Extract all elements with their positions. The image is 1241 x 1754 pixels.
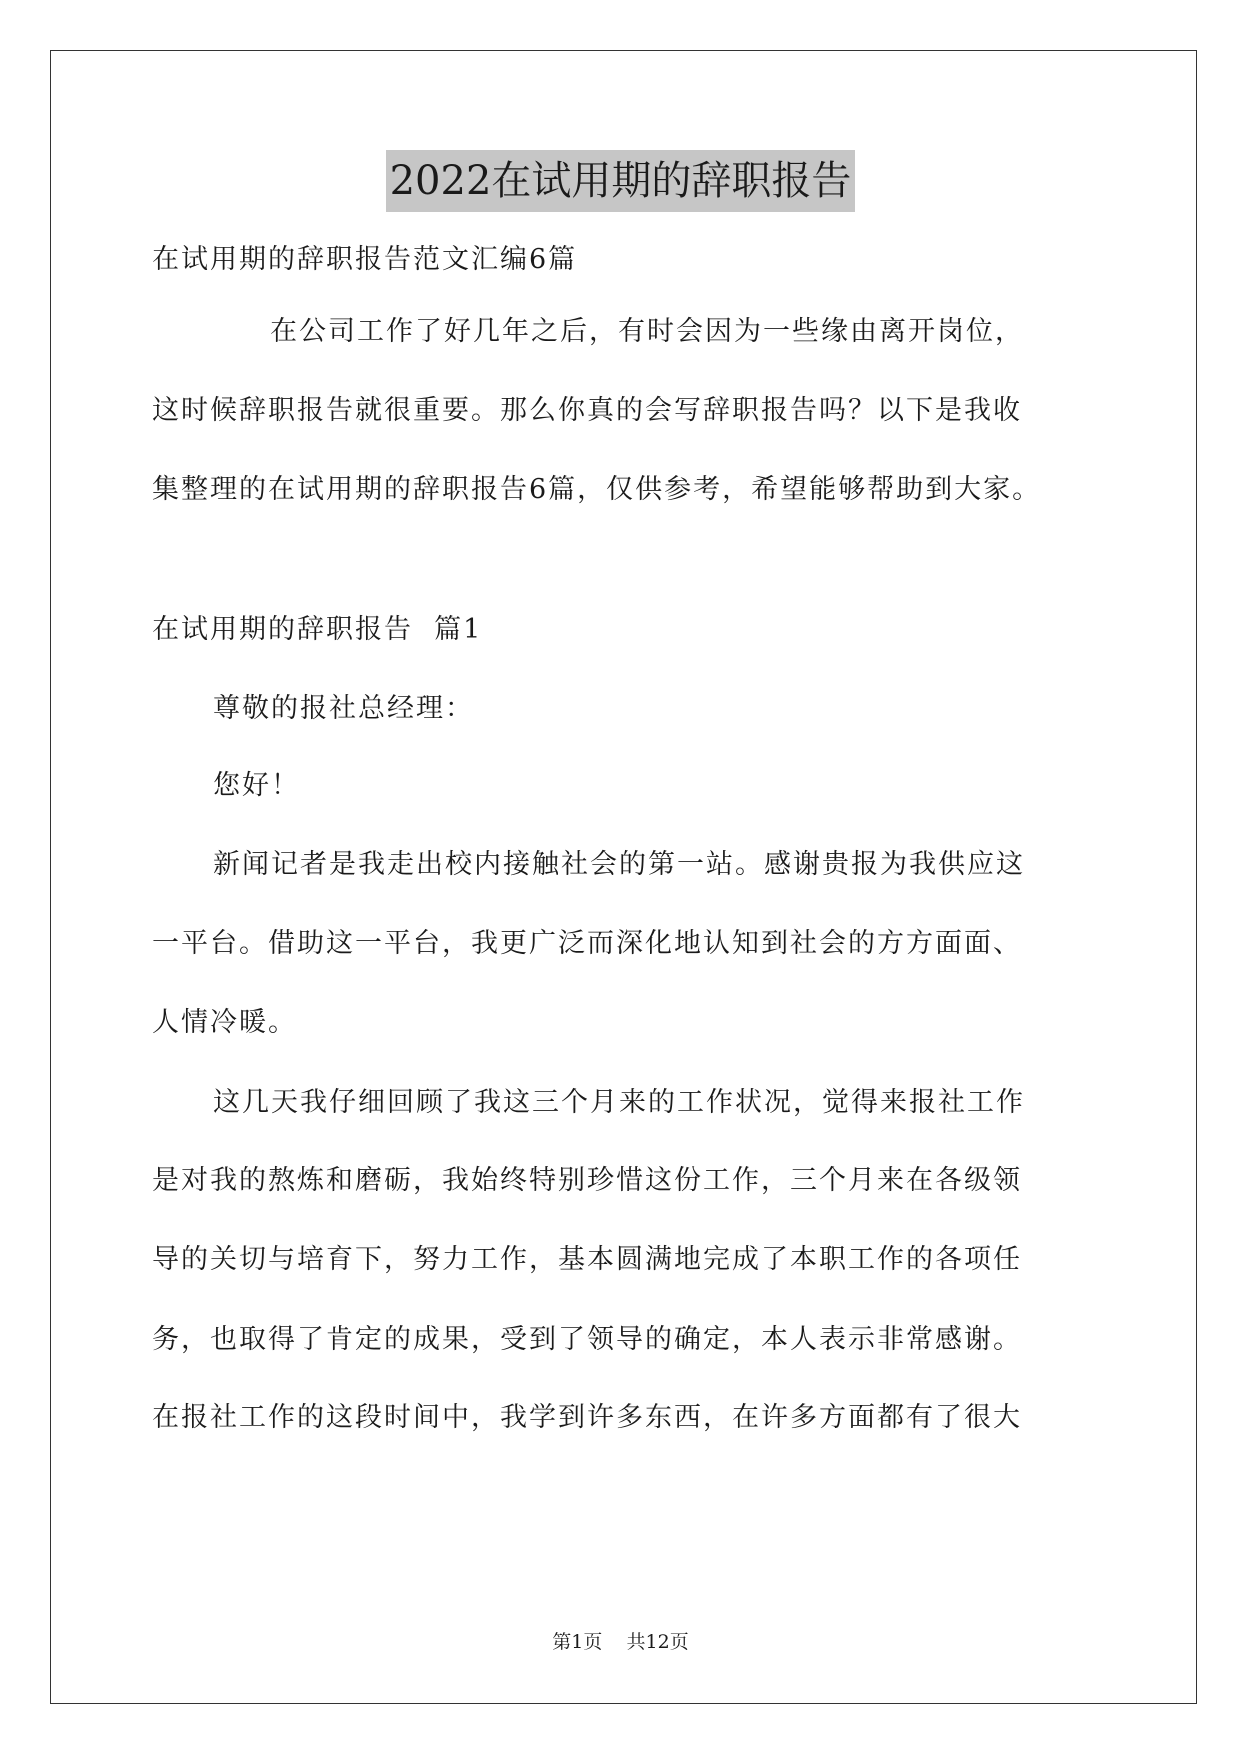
subtitle-line: 在试用期的辞职报告范文汇编6篇	[152, 244, 578, 275]
body-line-1: 新闻记者是我走出校内接触社会的第一站。感谢贵报为我供应这	[213, 849, 1025, 880]
section-heading: 在试用期的辞职报告 篇1	[152, 614, 483, 645]
body-line-5: 是对我的熬炼和磨砺，我始终特别珍惜这份工作，三个月来在各级领	[152, 1165, 1022, 1196]
page-footer	[0, 1630, 1241, 1654]
greeting: 您好！	[213, 770, 300, 801]
body-line-2: 一平台。借助这一平台，我更广泛而深化地认知到社会的方方面面、	[152, 928, 1022, 959]
salutation: 尊敬的报社总经理：	[213, 693, 474, 724]
body-line-4: 这几天我仔细回顾了我这三个月来的工作状况，觉得来报社工作	[213, 1087, 1025, 1118]
document-title-text: 2022在试用期的辞职报告	[386, 150, 856, 212]
body-line-7: 务，也取得了肯定的成果，受到了领导的确定，本人表示非常感谢。	[152, 1324, 1022, 1355]
body-line-6: 导的关切与培育下，努力工作，基本圆满地完成了本职工作的各项任	[152, 1244, 1022, 1275]
page-number: 第1页	[552, 1631, 603, 1653]
page-total: 共12页	[626, 1631, 689, 1653]
body-line-8: 在报社工作的这段时间中，我学到许多东西，在许多方面都有了很大	[152, 1402, 1022, 1433]
document-title	[0, 150, 1241, 212]
intro-line-3: 集整理的在试用期的辞职报告6篇，仅供参考，希望能够帮助到大家。	[152, 474, 1042, 505]
intro-line-1: 在公司工作了好几年之后，有时会因为一些缘由离开岗位，	[270, 316, 1024, 347]
intro-line-2: 这时候辞职报告就很重要。那么你真的会写辞职报告吗？以下是我收	[152, 395, 1022, 426]
body-line-3: 人情冷暖。	[152, 1007, 297, 1038]
